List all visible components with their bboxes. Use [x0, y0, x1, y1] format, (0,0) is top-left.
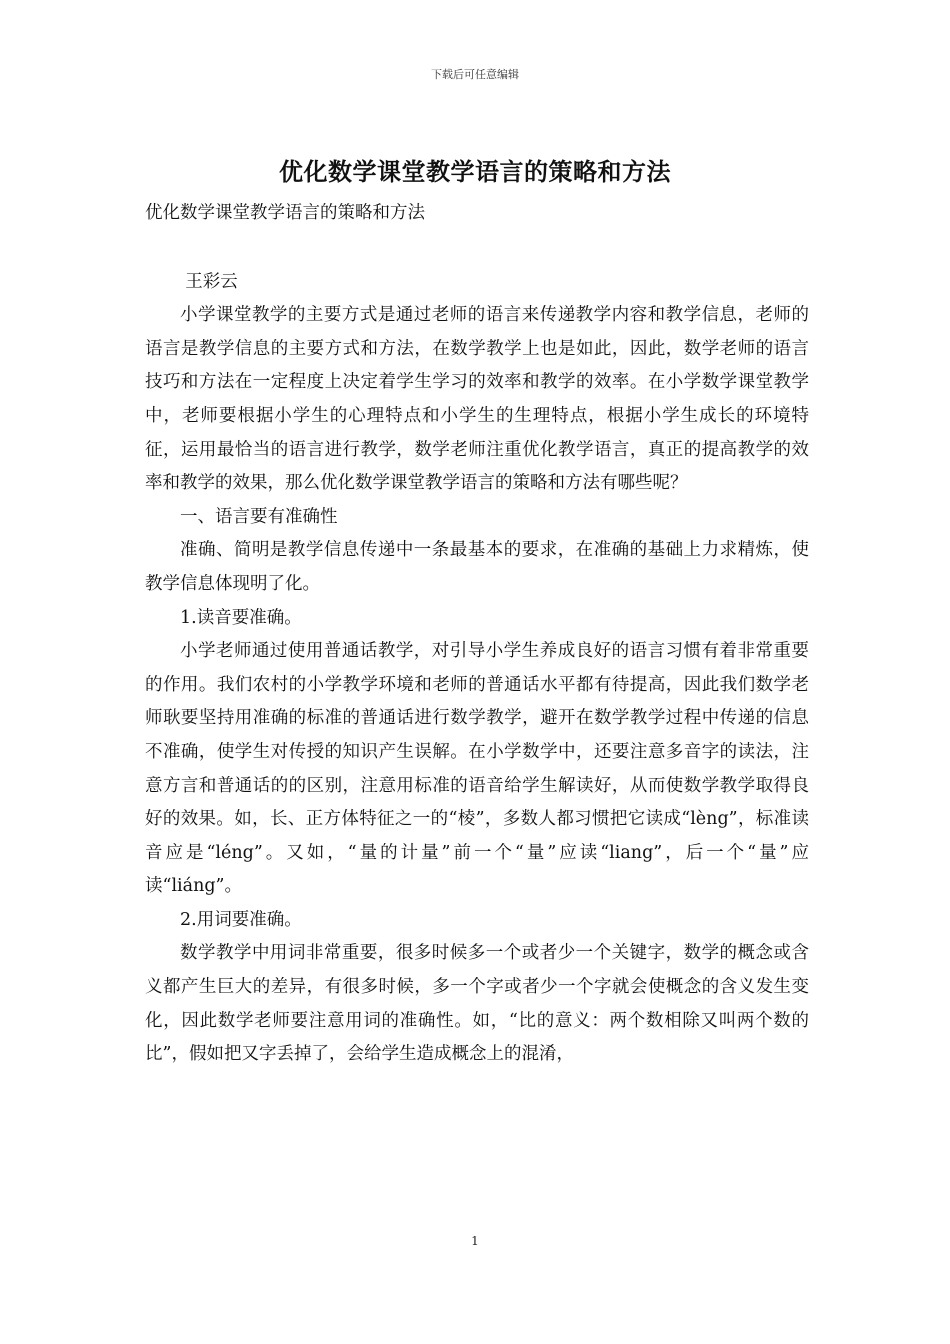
- author-name: 王彩云: [185, 271, 238, 292]
- document-body: [145, 197, 809, 1072]
- subheading-word-choice: 2.用词要准确。: [180, 909, 302, 930]
- section-heading-accuracy: 一、语言要有准确性: [180, 506, 338, 527]
- paragraph-accuracy: 准确、简明是教学信息传递中一条最基本的要求，在准确的基础上力求精炼，使教学信息体现明了化。: [145, 540, 809, 594]
- paragraph-intro: 小学课堂教学的主要方式是通过老师的语言来传递教学内容和教学信息，老师的语言是教学信息的主要方式和方法，在数学教学上也是如此，因此，数学老师的语言技巧和方法在一定程度上决定着学生学习的效率和教学的效率。在小学数学课堂教学中，老师要根据小学生的心理特点和小学生的生理特点，根据小学生成长的环境特征，运用最恰当的语言进行教学，数学老师注重优化教学语言，真正的提高教学的效率和教学的效果，那么优化数学课堂教学语言的策略和方法有哪些呢？: [145, 305, 809, 494]
- document-title: 优化数学课堂教学语言的策略和方法: [279, 157, 671, 186]
- document-subtitle: 优化数学课堂教学语言的策略和方法: [145, 203, 425, 223]
- subheading-pronunciation: 1.读音要准确。: [180, 607, 302, 628]
- header-note: 下载后可任意编辑: [431, 68, 519, 81]
- paragraph-word-choice: 数学教学中用词非常重要，很多时候多一个或者少一个关键字，数学的概念或含义都产生巨大的差异，有很多时候，多一个字或者少一个字就会使概念的含义发生变化，因此数学老师要注意用词的准确性。如，“比的意义：两个数相除又叫两个数的比”，假如把又字丢掉了，会给学生造成概念上的混淆，: [145, 943, 809, 1065]
- page-number: 1: [471, 1234, 479, 1248]
- paragraph-pronunciation: 小学老师通过使用普通话教学，对引导小学生养成良好的语言习惯有着非常重要的作用。我们农村的小学教学环境和老师的普通话水平都有待提高，因此我们数学老师耿要坚持用准确的标准的普通话进行数学教学，避开在数学教学过程中传递的信息不准确，使学生对传授的知识产生误解。在小学数学中，还要注意多音字的读法，注意方言和普通话的的区别，注意用标准的语音给学生解读好，从而使数学教学取得良好的效果。如，长、正方体特征之一的“棱”，多数人都习惯把它读成“lèng”，标准读音应是“léng”。又如，“量的计量”前一个“量”应读“liang”，后一个“量”应读“liáng”。: [145, 641, 809, 897]
